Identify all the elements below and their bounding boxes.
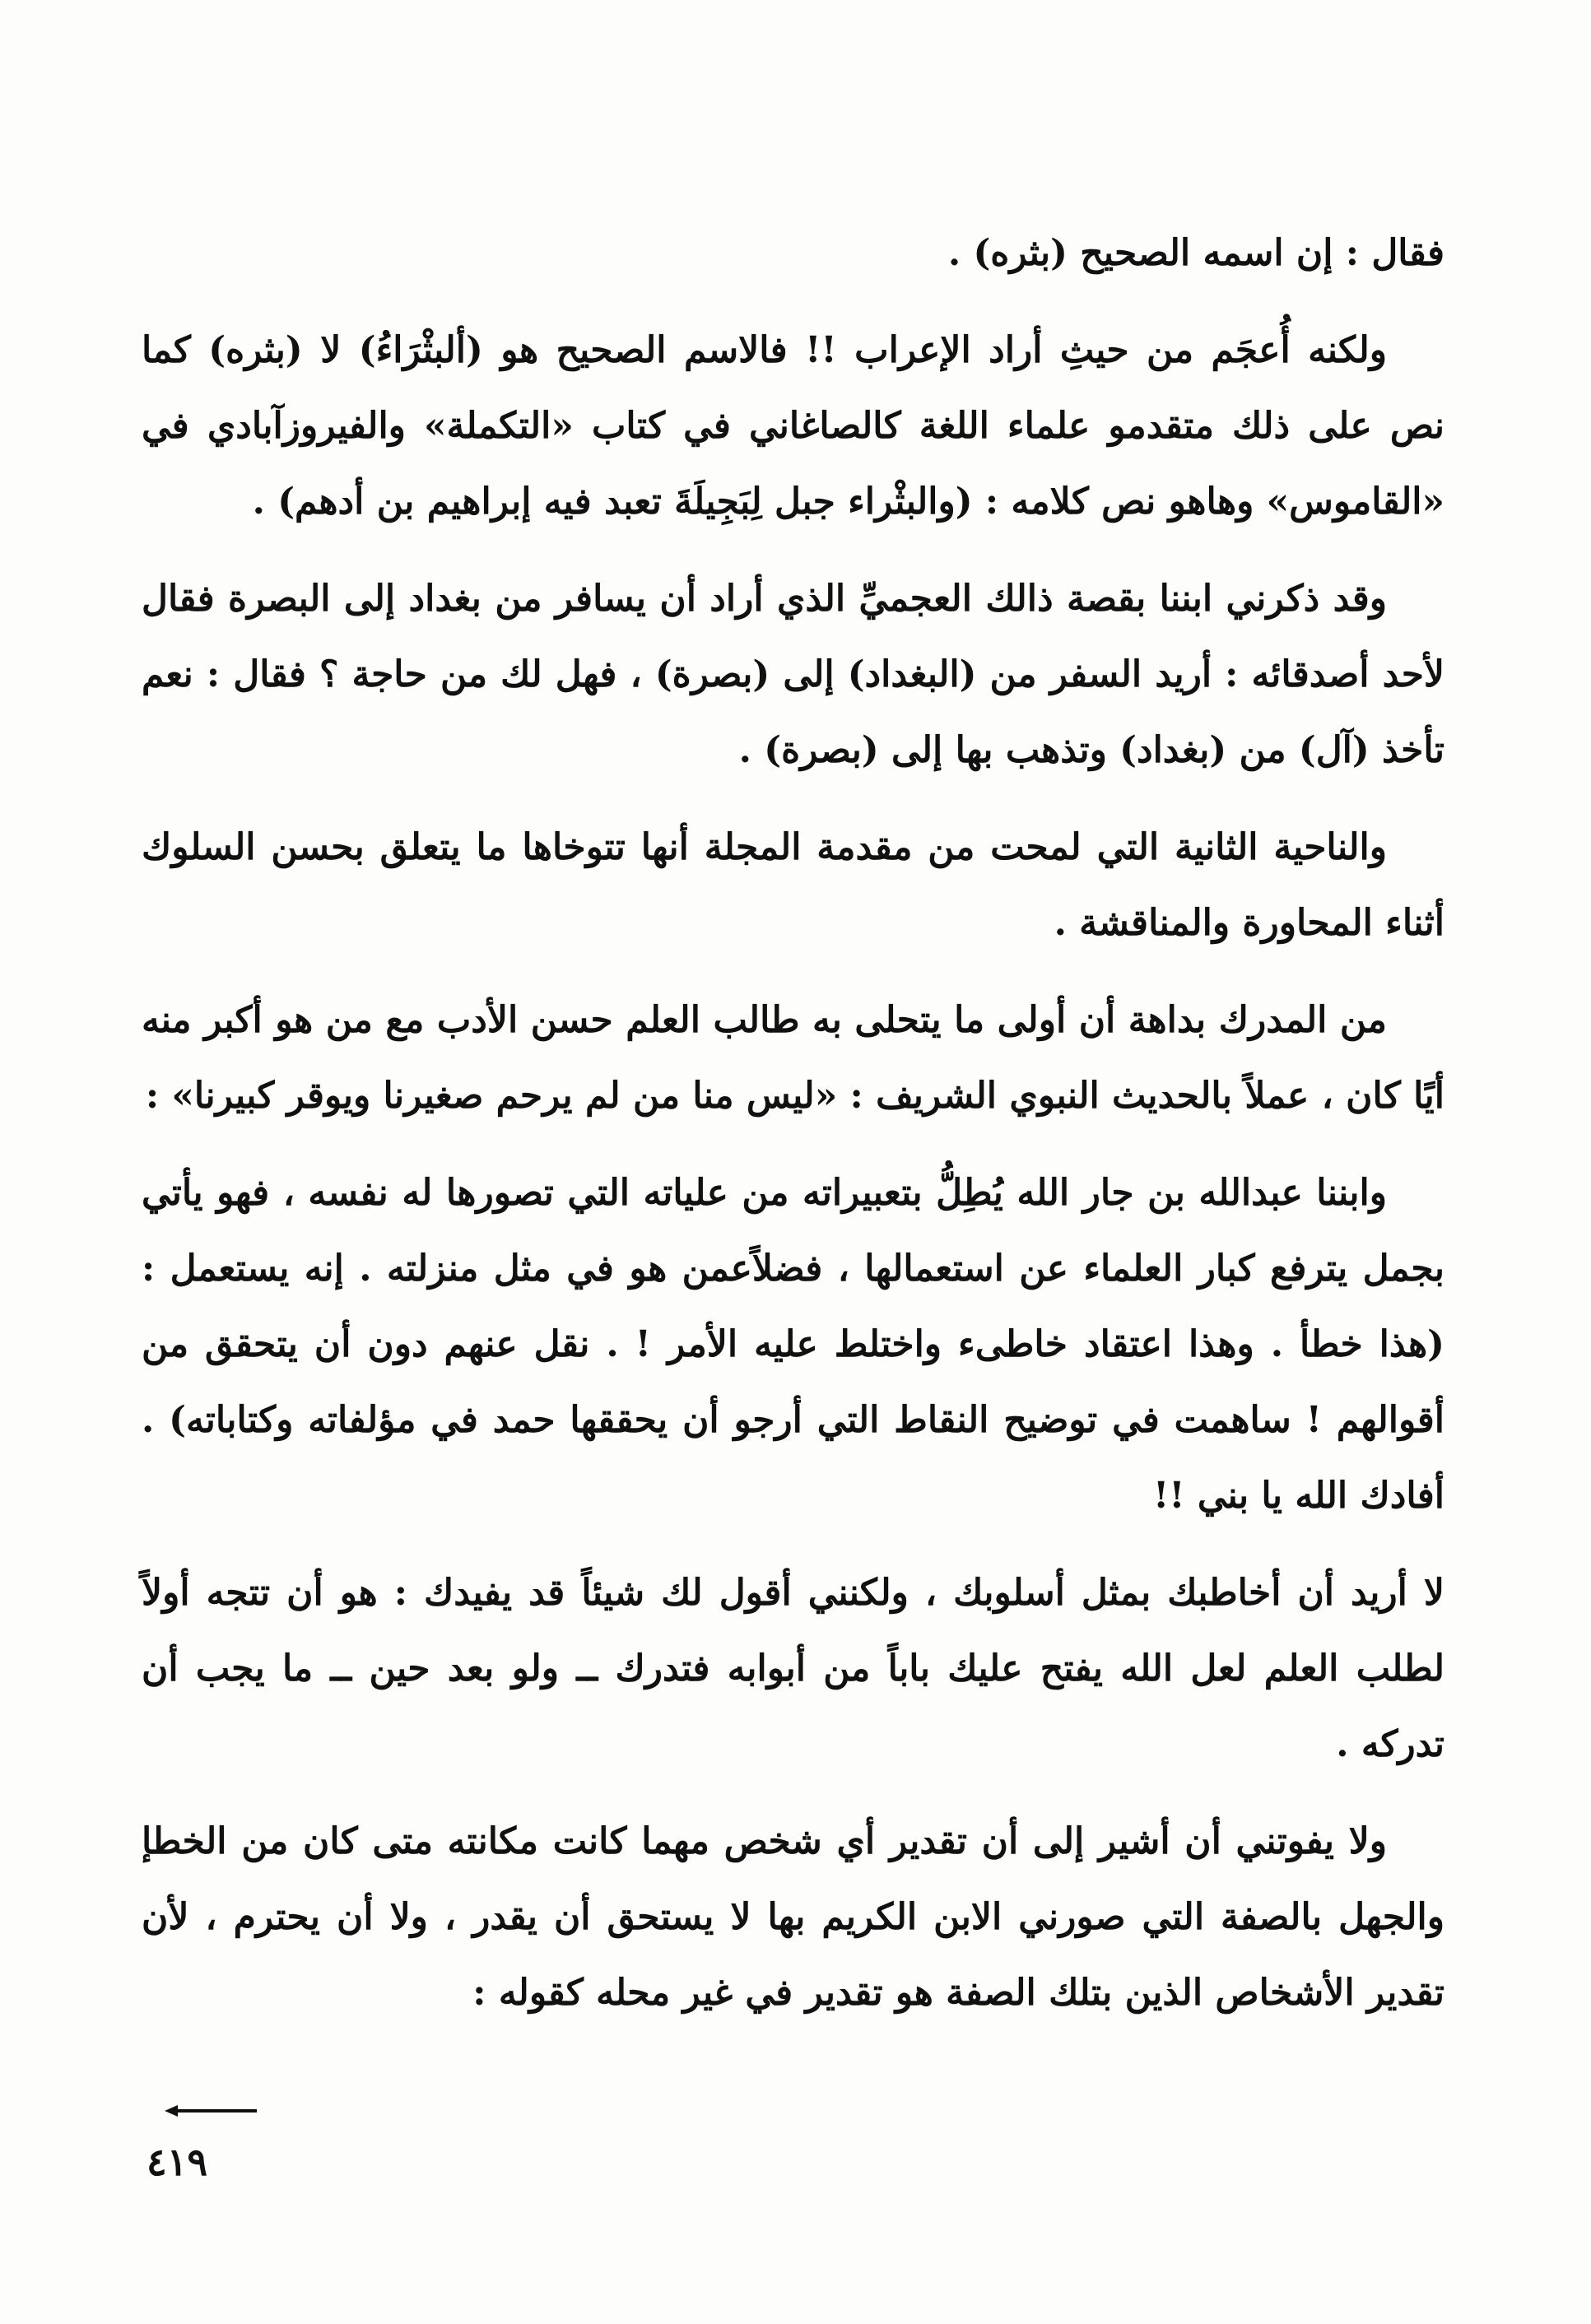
page-body-text: [142, 216, 1444, 2052]
page-number: ٤١٩: [147, 2140, 208, 2184]
continuation-arrow-icon: [165, 2103, 259, 2119]
paragraph-3: وقد ذكرني ابننا بقصة ذالك العجميِّ الذي أراد أن يسافر من بغداد إلى البصرة فقال لأحد أصدقائه : أريد السفر من (البغداد) إلى (بصرة) ، فهل لك من حاجة ؟ فقال : نعم تأخذ (آل) من (بغداد) وتذهب بها إلى (بصرة) .: [142, 578, 1444, 771]
paragraph-7: لا أريد أن أخاطبك بمثل أسلوبك ، ولكنني أقول لك شيئاً قد يفيدك : هو أن تتجه أولاً لطلب العلم لعل الله يفتح عليك باباً من أبوابه فتدرك ــ ولو بعد حين ــ ما يجب أن تدركه .: [142, 1572, 1444, 1765]
paragraph-8: ولا يفوتني أن أشير إلى أن تقدير أي شخص مهما كانت مكانته متى كان من الخطإ والجهل بالصفة التي صورني الابن الكريم بها لا يستحق أن يقدر ، ولا أن يحترم ، لأن تقدير الأشخاص الذين بتلك الصفة هو تقدير في غير محله كقوله :: [142, 1820, 1444, 2014]
paragraph-1: فقال : إن اسمه الصحيح (بثره) .: [947, 232, 1444, 274]
paragraph-5: من المدرك بداهة أن أولى ما يتحلى به طالب العلم حسن الأدب مع من هو أكبر منه أيًا كان ، عملاً بالحديث النبوي الشريف : «ليس منا من لم يرحم صغيرنا ويوقر كبيرنا» :: [142, 999, 1444, 1117]
paragraph-4: والناحية الثانية التي لمحت من مقدمة المجلة أنها تتوخاها ما يتعلق بحسن السلوك أثناء المحاورة والمناقشة .: [142, 826, 1444, 944]
paragraph-2: ولكنه أُعجَم من حيثِ أراد الإعراب !! فالاسم الصحيح هو (ألبثْرَاءُ) لا (بثره) كما نص على ذلك متقدمو علماء اللغة كالصاغاني في كتاب «التكملة» والفيروزآبادي في «القاموس» وهاهو نص كلامه : (والبثْراء جبل لِبَجِيلَةَ تعبد فيه إبراهيم بن أدهم) .: [142, 329, 1444, 523]
paragraph-6: وابننا عبدالله بن جار الله يُطِلُّ بتعبيراته من علياته التي تصورها له نفسه ، فهو يأتي بجمل يترفع كبار العلماء عن استعمالها ، فضلاًعمن هو في مثل منزلته . إنه يستعمل : (هذا خطأ . وهذا اعتقاد خاطىء واختلط عليه الأمر ! . نقل عنهم دون أن يتحقق من أقوالهم ! ساهمت في توضيح النقاط التي أرجو أن يحققها حمد في مؤلفاته وكتاباته) . أفادك الله يا بني !!: [142, 1172, 1444, 1517]
